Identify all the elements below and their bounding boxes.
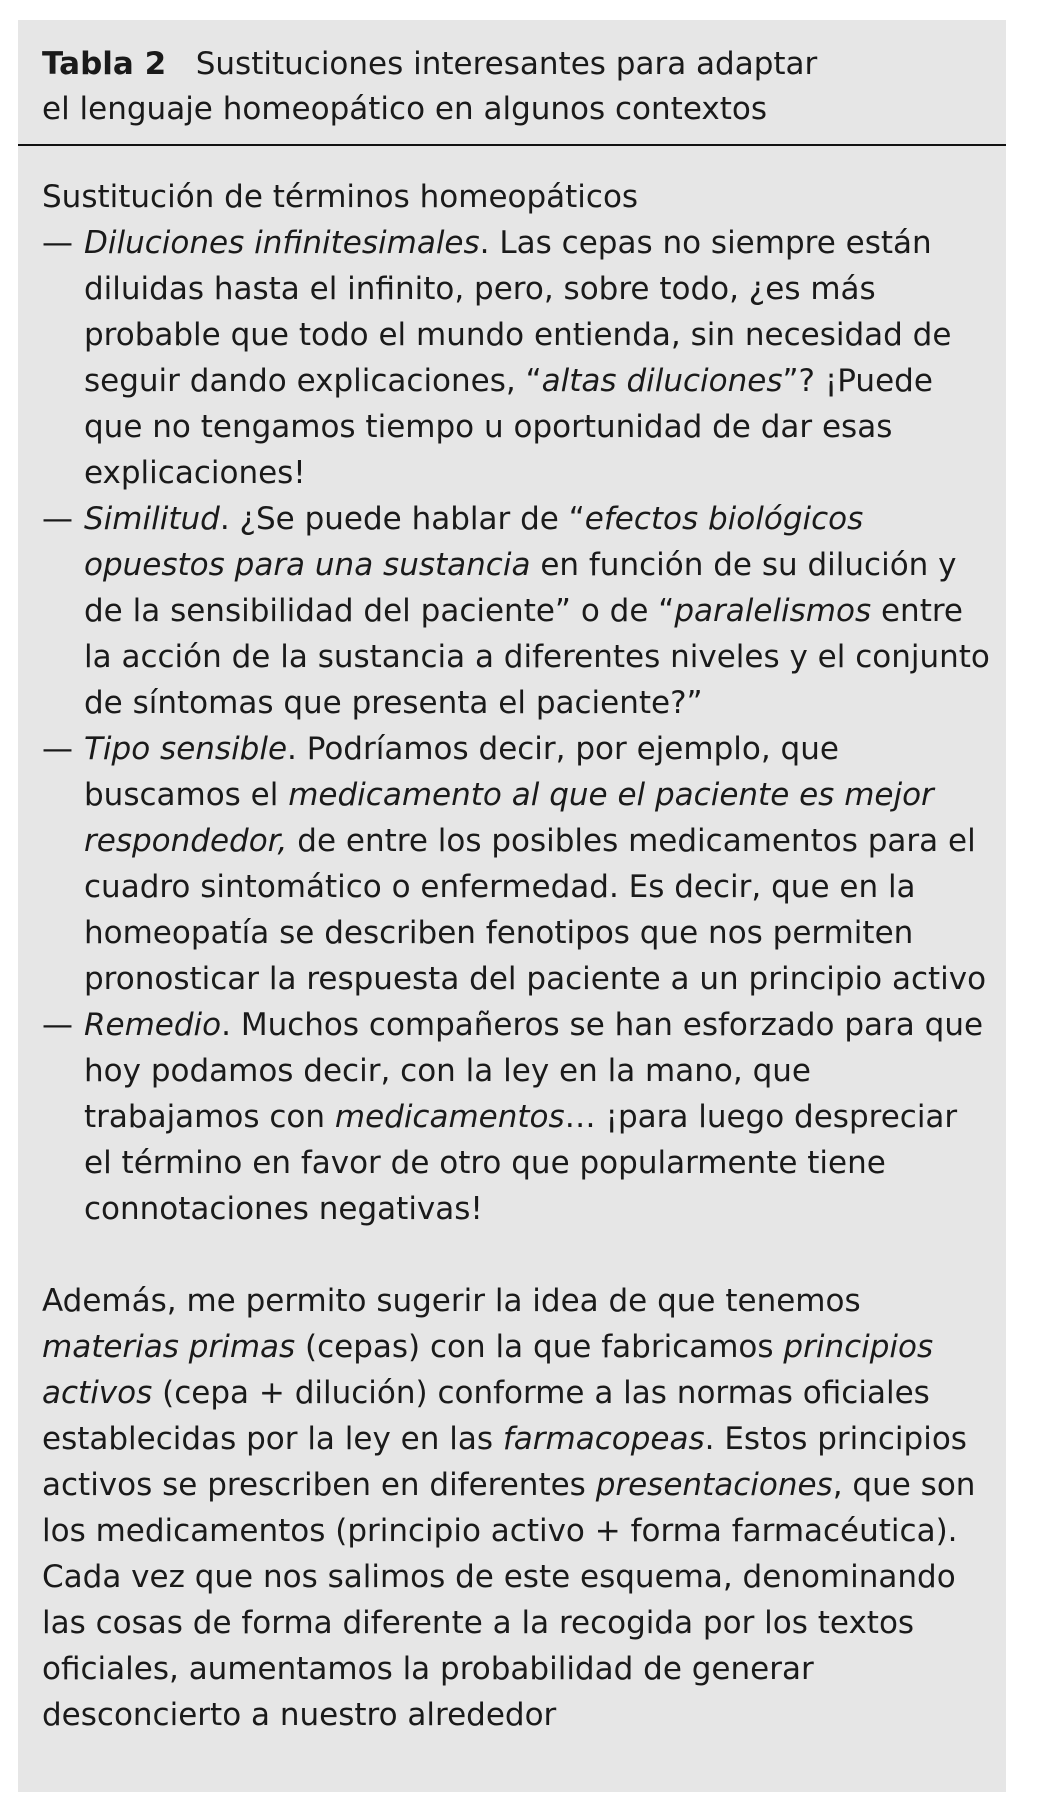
table-title-line2: el lenguaje homeopático en algunos contextos: [42, 91, 767, 127]
table-title-line1: Sustituciones interesantes para adaptar: [195, 46, 818, 82]
list-item: [42, 1002, 992, 1232]
table-body: [42, 174, 992, 1738]
list-item-text: Similitud. ¿Se puede hablar de “efectos biológicos opuestos para una sustancia en función de su dilución y de la sensibilidad del paciente” o de “paralelismos entre la acción de la sustancia a diferentes niveles y el conjunto de síntomas que presenta el paciente?”: [84, 501, 990, 721]
list-item: [42, 726, 992, 1002]
section-heading: Sustitución de términos homeopáticos: [42, 179, 639, 215]
dash-marker: —: [42, 731, 73, 767]
list-item: [42, 496, 992, 726]
table-header: [42, 42, 982, 132]
paragraph-spacer: [42, 1232, 992, 1278]
dash-marker: —: [42, 501, 73, 537]
list-item-text: Diluciones infinitesimales. Las cepas no siempre están diluidas hasta el infinito, pero, sobre todo, ¿es más probable que todo el mundo entienda, sin necesidad de seguir dando explicaciones, “altas diluciones”? ¡Puede que no tengamos tiempo u oportunidad de dar esas explicaciones!: [84, 225, 952, 491]
term-similitud: Similitud: [84, 501, 220, 537]
dash-marker: —: [42, 225, 73, 261]
header-divider: [18, 144, 1006, 146]
dash-marker: —: [42, 1007, 73, 1043]
table-panel: [18, 20, 1006, 1792]
term-remedio: Remedio: [84, 1007, 222, 1043]
closing-paragraph: Además, me permito sugerir la idea de que tenemos materias primas (cepas) con la que fabricamos principios activos (cepa + dilución) conforme a las normas oficiales establecidas por la ley en las farmacopeas. Estos principios activos se prescriben en diferentes presentaciones, que son los medicamentos (principio activo + forma farmacéutica). Cada vez que nos salimos de este esquema, denominando las cosas de forma diferente a la recogida por los textos oficiales, aumentamos la probabilidad de generar desconcierto a nuestro alrededor: [42, 1283, 976, 1733]
term-tipo-sensible: Tipo sensible: [84, 731, 288, 767]
term-diluciones: Diluciones infinitesimales: [84, 225, 480, 261]
list-item: [42, 220, 992, 496]
list-item-text: Tipo sensible. Podríamos decir, por ejemplo, que buscamos el medicamento al que el paciente es mejor respondedor, de entre los posibles medicamentos para el cuadro sintomático o enfermedad. Es decir, que en la homeopatía se describen fenotipos que nos permiten pronosticar la respuesta del paciente a un principio activo: [84, 731, 987, 997]
table-label: Tabla 2: [42, 46, 167, 82]
list-item-text: Remedio. Muchos compañeros se han esforzado para que hoy podamos decir, con la ley en la mano, que trabajamos con medicamentos… ¡para luego despreciar el término en favor de otro que popularmente tiene connotaciones negativas!: [84, 1007, 984, 1227]
